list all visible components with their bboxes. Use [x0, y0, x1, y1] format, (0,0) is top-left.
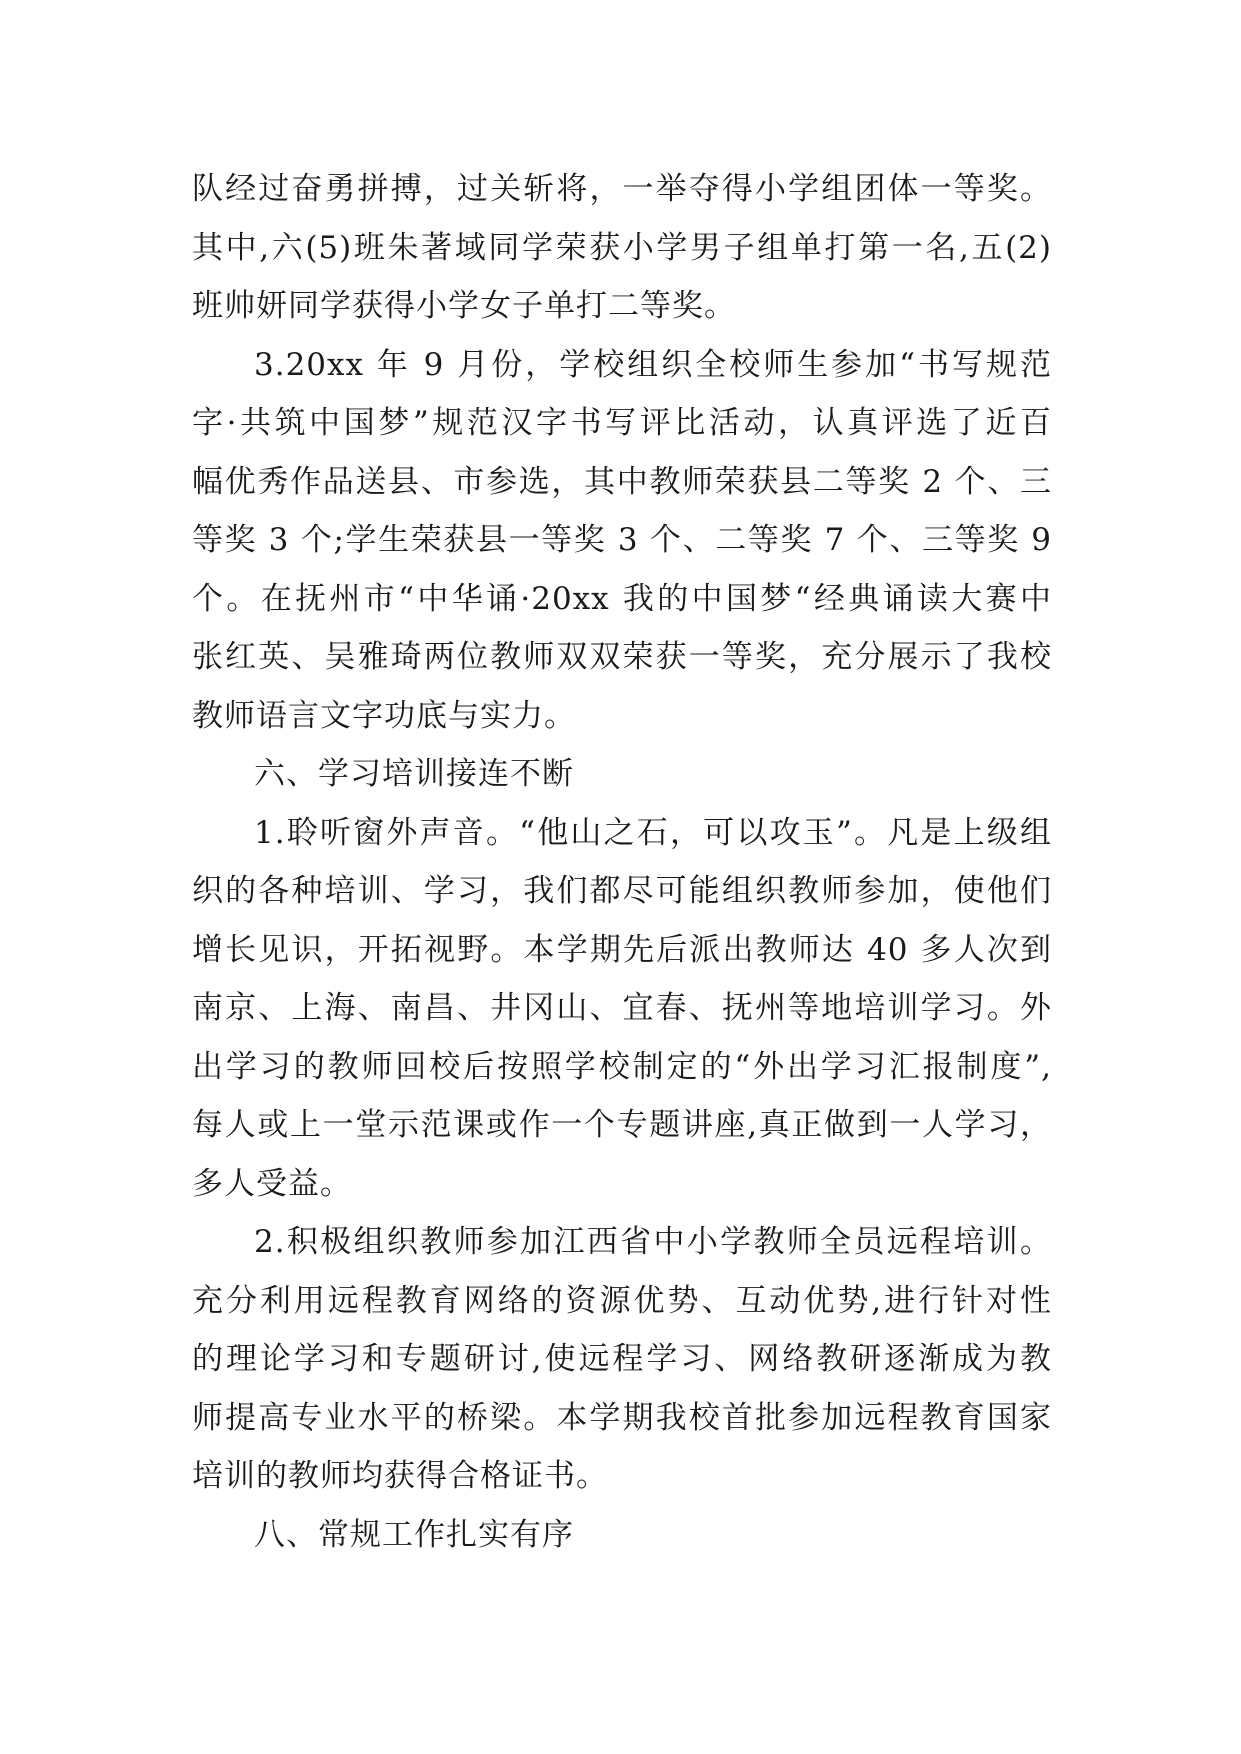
text-line: 3.20xx 年 9 月份，学校组织全校师生参加“书写规范 — [254, 346, 1052, 383]
text-line: 培训的教师均获得合格证书。 — [192, 1458, 608, 1494]
section-heading: 八、常规工作扎实有序 — [254, 1516, 574, 1553]
text-line: 充分利用远程教育网络的资源优势、互动优势,进行针对性 — [192, 1282, 1052, 1319]
text-line: 1.聆听窗外声音。“他山之石，可以攻玉”。凡是上级组 — [254, 814, 1052, 851]
text-line: 个。在抚州市“中华诵·20xx 我的中国梦“经典诵读大赛中 — [192, 580, 1052, 617]
text-line: 字·共筑中国梦”规范汉字书写评比活动，认真评选了近百 — [192, 405, 1052, 441]
section-heading: 六、学习培训接连不断 — [254, 756, 574, 792]
text-line: 幅优秀作品送县、市参选，其中教师荣获县二等奖 2 个、三 — [192, 463, 1052, 500]
text-line: 2.积极组织教师参加江西省中小学教师全员远程培训。 — [254, 1224, 1052, 1260]
text-line: 队经过奋勇拼搏，过关斩将，一举夺得小学组团体一等奖。 — [192, 171, 1052, 207]
text-line: 等奖 3 个;学生荣获县一等奖 3 个、二等奖 7 个、三等奖 9 — [192, 522, 1052, 558]
text-line: 增长见识，开拓视野。本学期先后派出教师达 40 多人次到 — [192, 931, 1052, 968]
text-line: 教师语言文字功底与实力。 — [192, 697, 576, 734]
text-line: 南京、上海、南昌、井冈山、宜春、抚州等地培训学习。外 — [192, 990, 1052, 1026]
text-line: 的理论学习和专题研讨,使远程学习、网络教研逐渐成为教 — [192, 1341, 1052, 1377]
document-body — [192, 160, 1052, 1564]
text-line: 张红英、吴雅琦两位教师双双荣获一等奖，充分展示了我校 — [192, 639, 1052, 675]
text-line: 班帅妍同学获得小学女子单打二等奖。 — [192, 288, 736, 324]
text-line: 多人受益。 — [192, 1165, 352, 1202]
text-line: 师提高专业水平的桥梁。本学期我校首批参加远程教育国家 — [192, 1399, 1052, 1436]
text-line: 出学习的教师回校后按照学校制定的“外出学习汇报制度”, — [192, 1048, 1052, 1085]
text-line: 每人或上一堂示范课或作一个专题讲座,真正做到一人学习， — [192, 1107, 1052, 1143]
text-line: 其中,六(5)班朱著域同学荣获小学男子组单打第一名,五(2) — [192, 229, 1052, 266]
text-line: 织的各种培训、学习，我们都尽可能组织教师参加，使他们 — [192, 873, 1052, 909]
